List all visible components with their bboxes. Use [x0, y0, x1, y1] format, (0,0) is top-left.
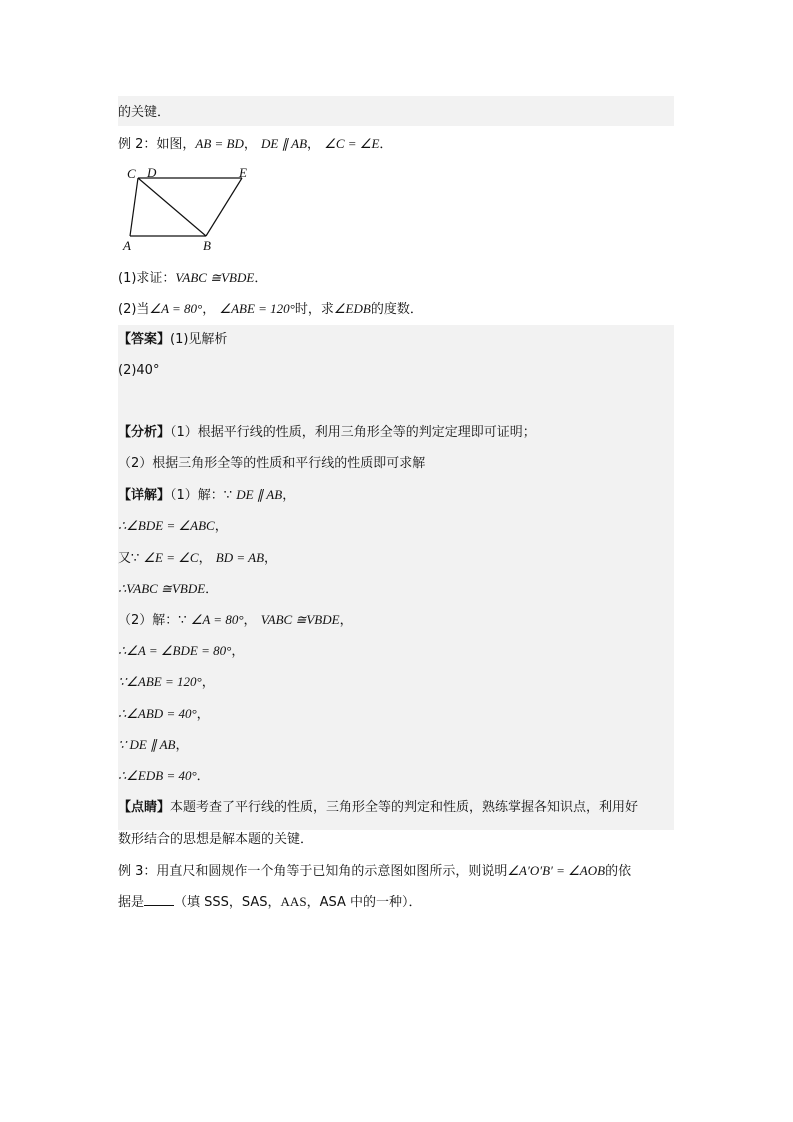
- shade-answer: [118, 325, 674, 830]
- question-2: (2)当∠A = 80°， ∠ABE = 120°时，求∠EDB的度数．: [118, 301, 423, 317]
- detail-line-3: 又∵ ∠E = ∠C， BD = AB，: [118, 550, 278, 566]
- analysis-line-2: （2）根据三角形全等的性质和平行线的性质即可求解: [118, 456, 426, 471]
- example-2-prefix: 例 2：如图，: [118, 137, 196, 152]
- cond-ab-bd: AB = BD: [195, 136, 244, 151]
- detail-line-5: （2）解：∵ ∠A = 80°， VABC ≅VBDE，: [118, 612, 353, 628]
- label-c: C: [127, 166, 136, 181]
- comment-line-1: 【点睛】本题考查了平行线的性质，三角形全等的判定和性质，熟练掌握各知识点，利用好: [118, 800, 639, 815]
- answer-blank: [144, 892, 174, 906]
- shade-top: [118, 96, 674, 126]
- detail-line-8: ∴∠ABD = 40°，: [118, 706, 210, 722]
- answer-line-1: 【答案】(1)见解析: [118, 332, 228, 347]
- segment-eb: [206, 178, 242, 236]
- label-e: E: [239, 165, 247, 180]
- comment-tag: 【点睛】: [118, 800, 171, 815]
- detail-line-2: ∴∠BDE = ∠ABC，: [118, 518, 228, 534]
- detail-line-4: ∴VABC ≅VBDE．: [118, 581, 219, 597]
- example-3-line-2: 据是 （填 SSS，SAS，AAS，ASA 中的一种）．: [118, 894, 422, 910]
- detail-line-1: 【详解】（1）解：∵ DE ∥ AB，: [118, 487, 296, 503]
- answer-tag: 【答案】: [118, 332, 171, 347]
- segment-cb: [138, 178, 206, 236]
- example-3-line-1: 例 3：用直尺和圆规作一个角等于已知角的示意图如图所示，则说明∠A′O′B′ = ∠AOB的依: [118, 863, 632, 879]
- detail-line-9: ∵ DE ∥ AB，: [118, 737, 189, 753]
- analysis-tag: 【分析】: [118, 425, 171, 440]
- cond-de-parallel-ab: DE ∥ AB: [261, 136, 308, 151]
- segment-ca: [130, 178, 138, 236]
- detail-line-6: ∴∠A = ∠BDE = 80°，: [118, 643, 245, 659]
- label-a: A: [123, 238, 131, 253]
- text-line-top: 的关键．: [118, 105, 171, 120]
- label-b: B: [203, 238, 211, 253]
- analysis-line-1: 【分析】（1）根据平行线的性质，利用三角形全等的判定定理即可证明；: [118, 425, 536, 440]
- question-1: (1)求证：VABC ≅VBDE．: [118, 270, 268, 286]
- cond-angle-c-e: ∠C = ∠E: [324, 136, 380, 151]
- comment-line-2: 数形结合的思想是解本题的关键．: [118, 832, 314, 847]
- detail-line-7: ∵∠ABE = 120°，: [118, 674, 215, 690]
- label-d: D: [147, 165, 157, 180]
- detail-tag: 【详解】: [118, 488, 171, 503]
- detail-line-10: ∴∠EDB = 40°．: [118, 768, 210, 784]
- geometry-figure: [118, 164, 268, 256]
- example-2-statement: 例 2：如图，AB = BD， DE ∥ AB， ∠C = ∠E．: [118, 136, 393, 152]
- answer-line-2: (2)40°: [118, 363, 160, 378]
